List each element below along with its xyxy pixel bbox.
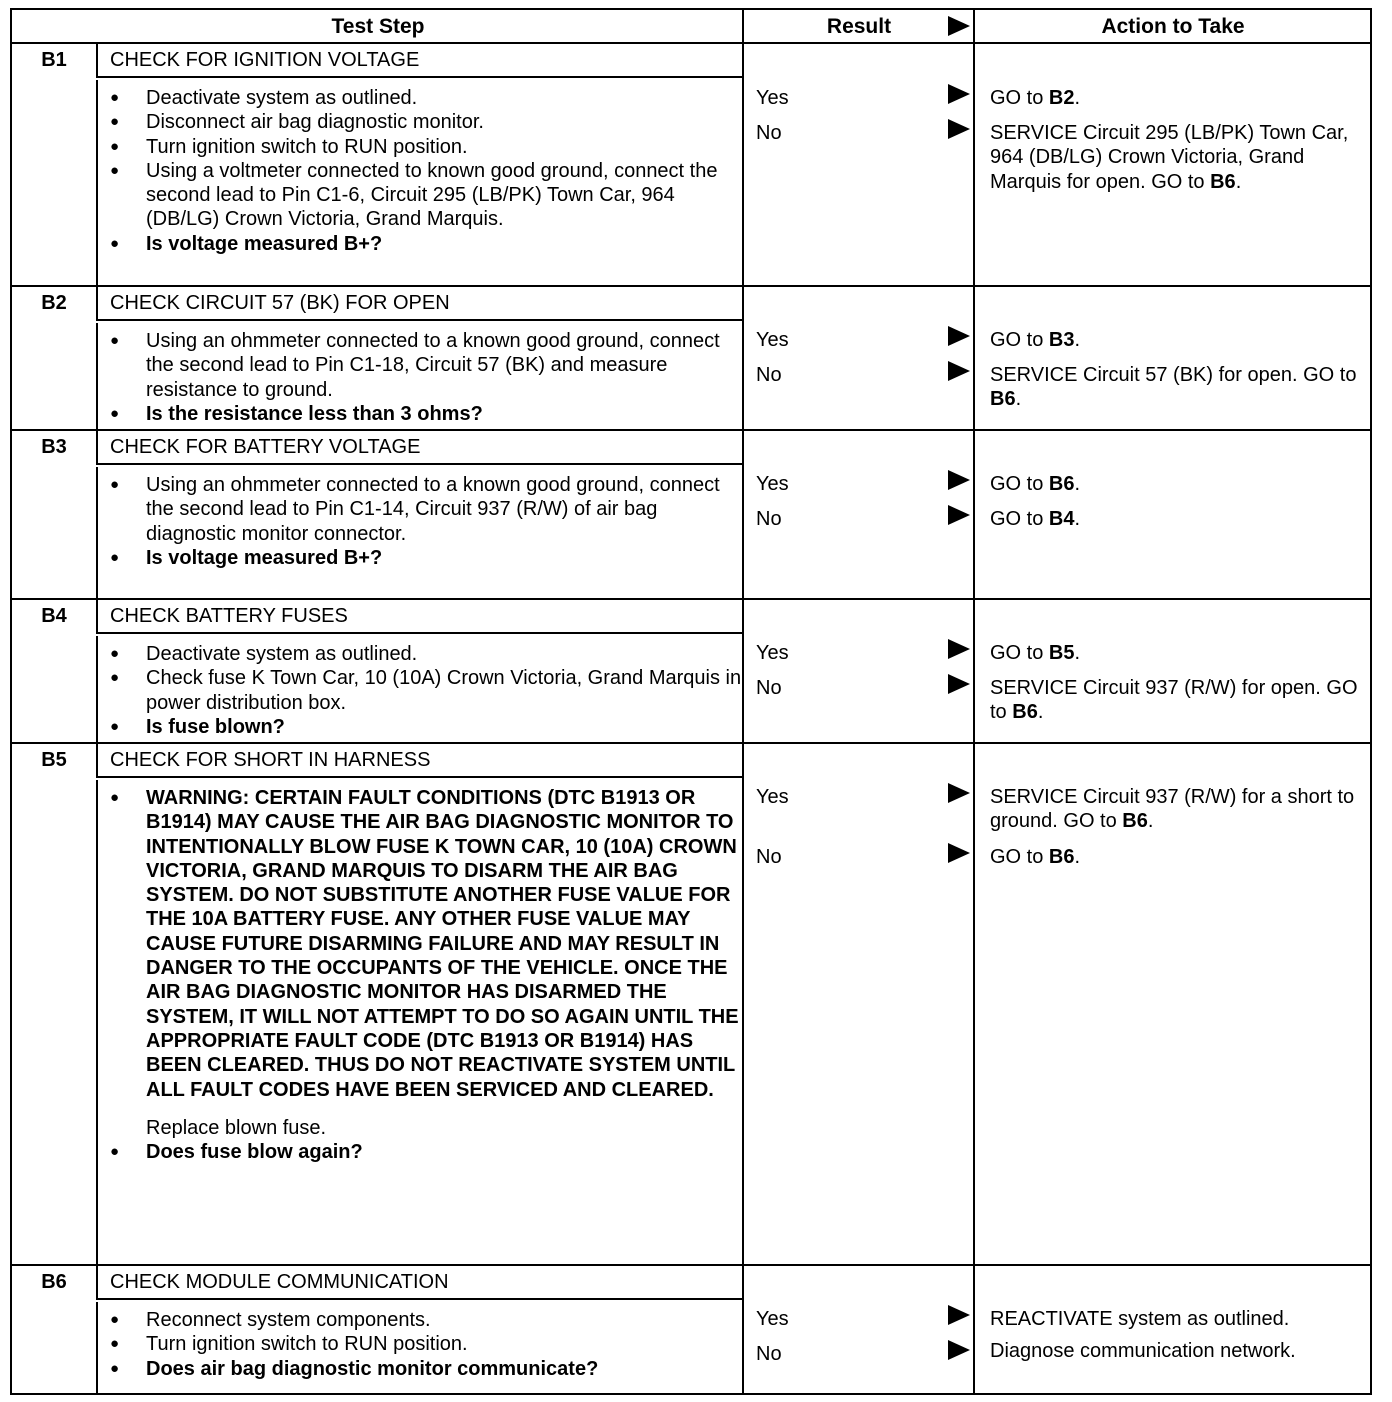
action-text: SERVICE Circuit 937 (R/W) for open. GO to B6. xyxy=(990,677,1358,724)
result-arrow-icon xyxy=(948,783,970,803)
step-title: CHECK BATTERY FUSES xyxy=(96,600,742,634)
step-body xyxy=(96,80,742,286)
result-label: No xyxy=(756,846,782,868)
result-label: Yes xyxy=(756,642,789,664)
action-text: SERVICE Circuit 57 (BK) for open. GO to B6. xyxy=(990,364,1357,411)
result-arrow-icon xyxy=(948,361,970,381)
result-arrow-icon xyxy=(948,119,970,139)
result-label: No xyxy=(756,508,782,530)
step-question: ● Does air bag diagnostic monitor communicate? xyxy=(98,1357,742,1381)
header-test-step: Test Step xyxy=(12,10,744,44)
result-arrow-icon xyxy=(948,470,970,490)
action-text: GO to B3. xyxy=(990,329,1081,351)
result-label: No xyxy=(756,122,782,144)
result-arrow-icon xyxy=(948,505,970,525)
result-arrow-icon xyxy=(948,1340,970,1360)
step-instruction: ● Turn ignition switch to RUN position. xyxy=(98,1332,742,1356)
result-arrow-icon xyxy=(948,326,970,346)
step-body xyxy=(96,467,742,598)
step-question: ● Is voltage measured B+? xyxy=(98,232,742,256)
result-arrow-icon xyxy=(948,639,970,659)
step-id: B3 xyxy=(41,436,67,458)
column-divider xyxy=(973,10,975,1393)
action-text: GO to B6. xyxy=(990,473,1081,495)
step-body xyxy=(96,1302,742,1395)
step-instruction: ● Disconnect air bag diagnostic monitor. xyxy=(98,110,742,134)
result-label: Yes xyxy=(756,1308,789,1330)
result-label: No xyxy=(756,364,782,386)
action-text: REACTIVATE system as outlined. xyxy=(990,1308,1290,1330)
step-instruction: ● Using a voltmeter connected to known good ground, connect the second lead to Pin C1-6, Circuit 295 (LB/PK) Town Car, 964 (DB/LG) Crown Victoria, Grand Marquis. xyxy=(98,159,742,232)
action-text: GO to B4. xyxy=(990,508,1081,530)
result-arrow-icon xyxy=(948,1305,970,1325)
step-title: CHECK FOR SHORT IN HARNESS xyxy=(96,744,742,778)
result-arrow-icon xyxy=(948,843,970,863)
step-instruction: ● Reconnect system components. xyxy=(98,1308,742,1332)
result-label: Yes xyxy=(756,786,789,808)
step-instruction: ● Deactivate system as outlined. xyxy=(98,86,742,110)
result-arrow-icon xyxy=(948,84,970,104)
step-question: ● Does fuse blow again? xyxy=(98,1140,742,1164)
step-instruction: ● Turn ignition switch to RUN position. xyxy=(98,135,742,159)
result-label: No xyxy=(756,1343,782,1365)
step-title: CHECK MODULE COMMUNICATION xyxy=(96,1266,742,1300)
warning-text: ● WARNING: CERTAIN FAULT CONDITIONS (DTC B1913 OR B1914) MAY CAUSE THE AIR BAG DIAGNOSTIC MONITOR TO INTENTIONALLY BLOW FUSE K TOWN CAR, 10 (10A) CROWN VICTORIA, GRAND MARQUIS TO DISARM THE AIR BAG SYSTEM. DO NOT SUBSTITUTE ANOTHER FUSE VALUE FOR THE 10A BATTERY FUSE. ANY OTHER FUSE VALUE MAY CAUSE FUTURE DISARMING FAILURE AND MAY RESULT IN DANGER TO THE OCCUPANTS OF THE VEHICLE. ONCE THE AIR BAG DIAGNOSTIC MONITOR HAS DISARMED THE SYSTEM, IT WILL NOT ATTEMPT TO DO SO AGAIN UNTIL THE APPROPRIATE FAULT CODE (DTC B1913 OR B1914) HAS BEEN CLEARED. THUS DO NOT REACTIVATE SYSTEM UNTIL ALL FAULT CODES HAVE BEEN SERVICED AND CLEARED. xyxy=(98,786,742,1102)
step-body xyxy=(96,323,742,429)
step-question: ● Is the resistance less than 3 ohms? xyxy=(98,402,742,426)
step-id: B5 xyxy=(41,749,67,771)
result-label: Yes xyxy=(756,473,789,495)
action-text: SERVICE Circuit 295 (LB/PK) Town Car, 964 (DB/LG) Crown Victoria, Grand Marquis for open. GO to B6. xyxy=(990,122,1349,193)
diagnostic-table xyxy=(10,8,1372,1395)
action-text: GO to B2. xyxy=(990,87,1081,109)
step-note: Replace blown fuse. xyxy=(146,1116,327,1139)
action-text: GO to B5. xyxy=(990,642,1081,664)
step-instruction: ● Using an ohmmeter connected to a known good ground, connect the second lead to Pin C1-14, Circuit 937 (R/W) of air bag diagnostic monitor connector. xyxy=(98,473,742,546)
step-body xyxy=(96,636,742,742)
result-label: Yes xyxy=(756,329,789,351)
step-id: B4 xyxy=(41,605,67,627)
step-id: B6 xyxy=(41,1271,67,1293)
header-result: Result xyxy=(744,10,974,44)
step-question: ● Is voltage measured B+? xyxy=(98,546,742,570)
step-title: CHECK CIRCUIT 57 (BK) FOR OPEN xyxy=(96,287,742,321)
header-arrow-icon xyxy=(948,16,970,36)
step-title: CHECK FOR BATTERY VOLTAGE xyxy=(96,431,742,465)
step-body xyxy=(96,780,742,1264)
step-instruction: ● Using an ohmmeter connected to a known good ground, connect the second lead to Pin C1-18, Circuit 57 (BK) and measure resistance to ground. xyxy=(98,329,742,402)
result-label: Yes xyxy=(756,87,789,109)
step-instruction: ● Check fuse K Town Car, 10 (10A) Crown Victoria, Grand Marquis in power distribution box. xyxy=(98,666,742,715)
step-question: ● Is fuse blown? xyxy=(98,715,742,739)
action-text: SERVICE Circuit 937 (R/W) for a short to ground. GO to B6. xyxy=(990,786,1355,833)
action-text: Diagnose communication network. xyxy=(990,1340,1296,1362)
header-action: Action to Take xyxy=(974,10,1372,44)
step-id: B2 xyxy=(41,292,67,314)
result-label: No xyxy=(756,677,782,699)
step-title: CHECK FOR IGNITION VOLTAGE xyxy=(96,44,742,78)
step-id: B1 xyxy=(41,49,67,71)
result-arrow-icon xyxy=(948,674,970,694)
column-divider xyxy=(742,10,744,1393)
action-text: GO to B6. xyxy=(990,846,1081,868)
step-instruction: ● Deactivate system as outlined. xyxy=(98,642,742,666)
